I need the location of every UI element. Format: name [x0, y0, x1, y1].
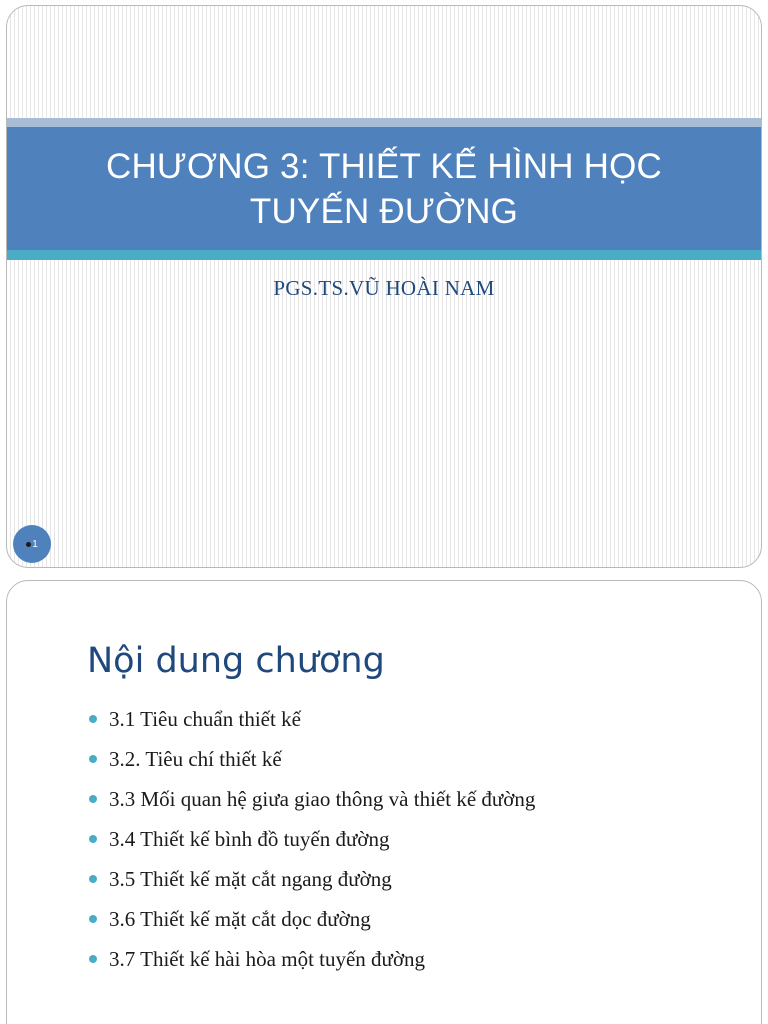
- list-item: [87, 941, 535, 981]
- list-item: [87, 901, 535, 941]
- list-item-text: 3.6 Thiết kế mặt cắt dọc đường: [109, 907, 371, 931]
- list-item-text: 3.3 Mối quan hệ giưa giao thông và thiết kế đường: [109, 787, 536, 811]
- author-subtitle: PGS.TS.VŨ HOÀI NAM: [273, 276, 495, 300]
- list-item: [87, 781, 535, 821]
- list-item-text: 3.2. Tiêu chí thiết kế: [109, 747, 282, 771]
- list-item: [87, 821, 535, 861]
- slide-title-line-2: TUYẾN ĐƯỜNG: [249, 191, 519, 231]
- contents-slide: [6, 580, 762, 1024]
- list-item-text: 3.5 Thiết kế mặt cắt ngang đường: [109, 867, 392, 891]
- list-item-text: 3.7 Thiết kế hài hòa một tuyến đường: [109, 947, 426, 971]
- title-slide: [6, 5, 762, 568]
- bullet-icon: [89, 915, 97, 923]
- slide-title-line-1: CHƯƠNG 3: THIẾT KẾ HÌNH HỌC: [105, 146, 663, 186]
- contents-title: Nội dung chương: [87, 641, 385, 681]
- page-number: 1: [32, 538, 38, 550]
- list-item-text: 3.4 Thiết kế bình đồ tuyến đường: [109, 827, 390, 851]
- bullet-icon: [89, 955, 97, 963]
- contents-list: [87, 701, 535, 981]
- bullet-icon: [89, 795, 97, 803]
- bullet-icon: [89, 875, 97, 883]
- title-band: [7, 127, 761, 250]
- page-number-badge: [13, 525, 51, 563]
- title-band-bottom-stripe: [7, 250, 761, 260]
- slide-title: [34, 144, 734, 234]
- list-item: [87, 741, 535, 781]
- list-item: [87, 701, 535, 741]
- list-item-text: 3.1 Tiêu chuẩn thiết kế: [109, 707, 301, 731]
- title-band-top-stripe: [7, 118, 761, 127]
- bullet-icon: [89, 755, 97, 763]
- bullet-icon: [89, 835, 97, 843]
- bullet-dot-icon: [26, 542, 31, 547]
- list-item: [87, 861, 535, 901]
- bullet-icon: [89, 715, 97, 723]
